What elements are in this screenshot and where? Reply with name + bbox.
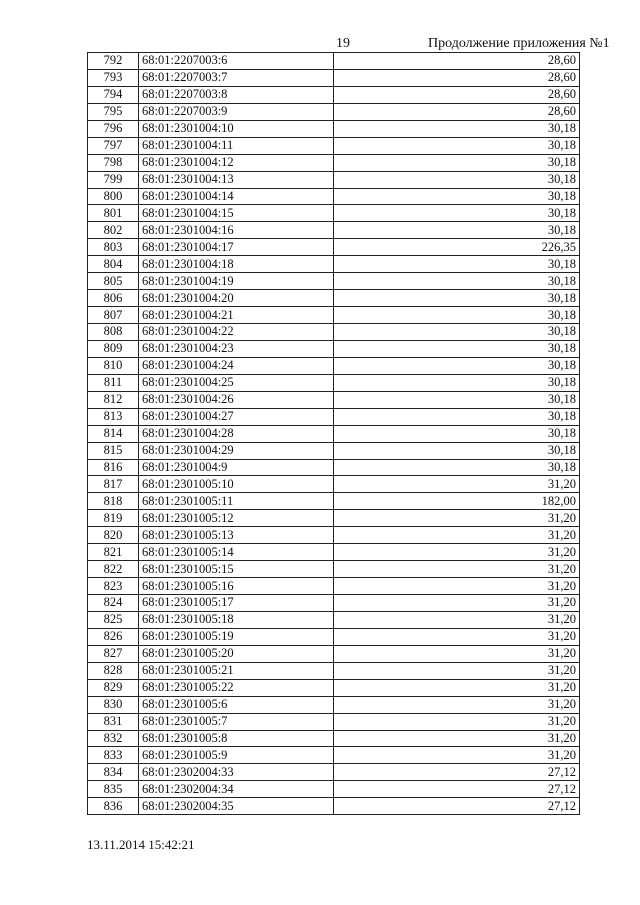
row-value: 30,18 xyxy=(334,442,580,459)
row-value: 27,12 xyxy=(334,764,580,781)
cadastral-number: 68:01:2301005:9 xyxy=(139,747,334,764)
row-number: 830 xyxy=(88,696,139,713)
row-value: 31,20 xyxy=(334,544,580,561)
row-value: 31,20 xyxy=(334,628,580,645)
cadastral-number: 68:01:2301005:19 xyxy=(139,628,334,645)
row-number: 800 xyxy=(88,188,139,205)
table-row xyxy=(88,290,580,307)
cadastral-number: 68:01:2301004:20 xyxy=(139,290,334,307)
table-row xyxy=(88,459,580,476)
row-value: 31,20 xyxy=(334,662,580,679)
row-value: 30,18 xyxy=(334,391,580,408)
row-value: 30,18 xyxy=(334,340,580,357)
row-number: 823 xyxy=(88,578,139,595)
cadastral-number: 68:01:2301005:18 xyxy=(139,611,334,628)
table-row xyxy=(88,86,580,103)
row-number: 829 xyxy=(88,679,139,696)
row-value: 30,18 xyxy=(334,290,580,307)
row-value: 30,18 xyxy=(334,171,580,188)
row-value: 31,20 xyxy=(334,510,580,527)
row-number: 824 xyxy=(88,595,139,612)
row-number: 834 xyxy=(88,764,139,781)
cadastral-number: 68:01:2301004:26 xyxy=(139,391,334,408)
table-row xyxy=(88,595,580,612)
table-row xyxy=(88,611,580,628)
row-number: 815 xyxy=(88,442,139,459)
table-row xyxy=(88,764,580,781)
row-number: 818 xyxy=(88,493,139,510)
row-value: 31,20 xyxy=(334,578,580,595)
cadastral-number: 68:01:2301005:22 xyxy=(139,679,334,696)
cadastral-number: 68:01:2301004:28 xyxy=(139,425,334,442)
row-number: 796 xyxy=(88,120,139,137)
table-row xyxy=(88,256,580,273)
table-row xyxy=(88,120,580,137)
table-row xyxy=(88,188,580,205)
table-row xyxy=(88,103,580,120)
table-row xyxy=(88,781,580,798)
cadastral-number: 68:01:2302004:33 xyxy=(139,764,334,781)
row-value: 30,18 xyxy=(334,374,580,391)
cadastral-number: 68:01:2301005:6 xyxy=(139,696,334,713)
row-number: 811 xyxy=(88,374,139,391)
cadastral-number: 68:01:2301004:9 xyxy=(139,459,334,476)
row-number: 794 xyxy=(88,86,139,103)
table-row xyxy=(88,425,580,442)
row-number: 808 xyxy=(88,324,139,341)
row-value: 30,18 xyxy=(334,222,580,239)
row-value: 28,60 xyxy=(334,86,580,103)
row-number: 835 xyxy=(88,781,139,798)
table-row xyxy=(88,679,580,696)
row-number: 802 xyxy=(88,222,139,239)
row-value: 28,60 xyxy=(334,69,580,86)
row-number: 820 xyxy=(88,527,139,544)
row-number: 819 xyxy=(88,510,139,527)
cadastral-number: 68:01:2301004:16 xyxy=(139,222,334,239)
row-number: 826 xyxy=(88,628,139,645)
table-row xyxy=(88,357,580,374)
cadastral-number: 68:01:2301004:27 xyxy=(139,408,334,425)
cadastral-number: 68:01:2301005:10 xyxy=(139,476,334,493)
cadastral-number: 68:01:2207003:8 xyxy=(139,86,334,103)
table-row xyxy=(88,561,580,578)
cadastral-number: 68:01:2301004:25 xyxy=(139,374,334,391)
table-row xyxy=(88,544,580,561)
table-row xyxy=(88,307,580,324)
row-number: 798 xyxy=(88,154,139,171)
cadastral-number: 68:01:2301004:12 xyxy=(139,154,334,171)
table-row xyxy=(88,730,580,747)
cadastral-number: 68:01:2301004:10 xyxy=(139,120,334,137)
table-row xyxy=(88,645,580,662)
cadastral-number: 68:01:2301004:22 xyxy=(139,324,334,341)
row-number: 809 xyxy=(88,340,139,357)
table-row xyxy=(88,239,580,256)
cadastral-number: 68:01:2301004:14 xyxy=(139,188,334,205)
table-row xyxy=(88,205,580,222)
row-number: 792 xyxy=(88,53,139,70)
table-row xyxy=(88,628,580,645)
table-row xyxy=(88,53,580,70)
cadastral-number: 68:01:2301005:17 xyxy=(139,595,334,612)
appendix-continuation-label: Продолжение приложения №1 xyxy=(428,36,610,51)
row-value: 30,18 xyxy=(334,137,580,154)
row-value: 31,20 xyxy=(334,747,580,764)
cadastral-number: 68:01:2301005:11 xyxy=(139,493,334,510)
row-value: 31,20 xyxy=(334,527,580,544)
table-row xyxy=(88,798,580,815)
row-value: 30,18 xyxy=(334,324,580,341)
cadastral-number: 68:01:2301004:19 xyxy=(139,273,334,290)
row-number: 822 xyxy=(88,561,139,578)
cadastral-table-body xyxy=(88,53,580,815)
table-row xyxy=(88,493,580,510)
row-value: 30,18 xyxy=(334,307,580,324)
row-number: 833 xyxy=(88,747,139,764)
row-value: 226,35 xyxy=(334,239,580,256)
row-number: 831 xyxy=(88,713,139,730)
table-row xyxy=(88,442,580,459)
row-value: 30,18 xyxy=(334,425,580,442)
cadastral-number: 68:01:2301004:15 xyxy=(139,205,334,222)
row-value: 31,20 xyxy=(334,645,580,662)
row-number: 803 xyxy=(88,239,139,256)
row-value: 30,18 xyxy=(334,273,580,290)
cadastral-number: 68:01:2301005:7 xyxy=(139,713,334,730)
row-value: 30,18 xyxy=(334,188,580,205)
row-number: 805 xyxy=(88,273,139,290)
cadastral-number: 68:01:2301005:21 xyxy=(139,662,334,679)
table-row xyxy=(88,476,580,493)
row-number: 821 xyxy=(88,544,139,561)
row-value: 30,18 xyxy=(334,459,580,476)
row-number: 836 xyxy=(88,798,139,815)
cadastral-number: 68:01:2301004:13 xyxy=(139,171,334,188)
row-number: 795 xyxy=(88,103,139,120)
cadastral-table xyxy=(87,52,580,815)
row-number: 832 xyxy=(88,730,139,747)
row-number: 793 xyxy=(88,69,139,86)
table-row xyxy=(88,273,580,290)
row-number: 812 xyxy=(88,391,139,408)
row-value: 30,18 xyxy=(334,154,580,171)
table-row xyxy=(88,662,580,679)
cadastral-number: 68:01:2301005:13 xyxy=(139,527,334,544)
row-number: 814 xyxy=(88,425,139,442)
table-row xyxy=(88,222,580,239)
row-value: 27,12 xyxy=(334,798,580,815)
row-number: 827 xyxy=(88,645,139,662)
table-row xyxy=(88,510,580,527)
cadastral-number: 68:01:2301005:14 xyxy=(139,544,334,561)
row-value: 28,60 xyxy=(334,53,580,70)
cadastral-number: 68:01:2207003:9 xyxy=(139,103,334,120)
row-value: 27,12 xyxy=(334,781,580,798)
row-number: 810 xyxy=(88,357,139,374)
cadastral-number: 68:01:2301005:20 xyxy=(139,645,334,662)
cadastral-number: 68:01:2301004:23 xyxy=(139,340,334,357)
row-number: 813 xyxy=(88,408,139,425)
row-number: 804 xyxy=(88,256,139,273)
row-number: 797 xyxy=(88,137,139,154)
row-value: 28,60 xyxy=(334,103,580,120)
table-row xyxy=(88,391,580,408)
row-value: 182,00 xyxy=(334,493,580,510)
cadastral-number: 68:01:2301004:24 xyxy=(139,357,334,374)
row-number: 807 xyxy=(88,307,139,324)
table-row xyxy=(88,374,580,391)
cadastral-number: 68:01:2302004:34 xyxy=(139,781,334,798)
row-value: 30,18 xyxy=(334,357,580,374)
row-value: 31,20 xyxy=(334,713,580,730)
row-value: 31,20 xyxy=(334,595,580,612)
row-number: 801 xyxy=(88,205,139,222)
row-number: 799 xyxy=(88,171,139,188)
cadastral-number: 68:01:2301004:18 xyxy=(139,256,334,273)
row-value: 30,18 xyxy=(334,408,580,425)
table-row xyxy=(88,696,580,713)
row-number: 816 xyxy=(88,459,139,476)
table-row xyxy=(88,324,580,341)
cadastral-number: 68:01:2301004:21 xyxy=(139,307,334,324)
table-row xyxy=(88,747,580,764)
print-timestamp: 13.11.2014 15:42:21 xyxy=(87,837,195,852)
row-value: 31,20 xyxy=(334,730,580,747)
table-row xyxy=(88,527,580,544)
row-value: 30,18 xyxy=(334,120,580,137)
table-row xyxy=(88,154,580,171)
row-number: 817 xyxy=(88,476,139,493)
row-value: 31,20 xyxy=(334,476,580,493)
table-row xyxy=(88,713,580,730)
row-value: 31,20 xyxy=(334,679,580,696)
row-number: 806 xyxy=(88,290,139,307)
row-number: 828 xyxy=(88,662,139,679)
row-value: 31,20 xyxy=(334,561,580,578)
cadastral-number: 68:01:2301005:12 xyxy=(139,510,334,527)
cadastral-number: 68:01:2207003:6 xyxy=(139,53,334,70)
table-row xyxy=(88,69,580,86)
table-row xyxy=(88,340,580,357)
table-row xyxy=(88,137,580,154)
table-row xyxy=(88,171,580,188)
table-row xyxy=(88,408,580,425)
cadastral-number: 68:01:2301005:16 xyxy=(139,578,334,595)
row-value: 30,18 xyxy=(334,205,580,222)
cadastral-number: 68:01:2301004:29 xyxy=(139,442,334,459)
cadastral-number: 68:01:2207003:7 xyxy=(139,69,334,86)
page-number: 19 xyxy=(336,36,350,51)
cadastral-number: 68:01:2302004:35 xyxy=(139,798,334,815)
row-value: 30,18 xyxy=(334,256,580,273)
cadastral-number: 68:01:2301004:17 xyxy=(139,239,334,256)
cadastral-number: 68:01:2301005:8 xyxy=(139,730,334,747)
cadastral-number: 68:01:2301005:15 xyxy=(139,561,334,578)
table-row xyxy=(88,578,580,595)
row-value: 31,20 xyxy=(334,696,580,713)
cadastral-number: 68:01:2301004:11 xyxy=(139,137,334,154)
row-value: 31,20 xyxy=(334,611,580,628)
row-number: 825 xyxy=(88,611,139,628)
